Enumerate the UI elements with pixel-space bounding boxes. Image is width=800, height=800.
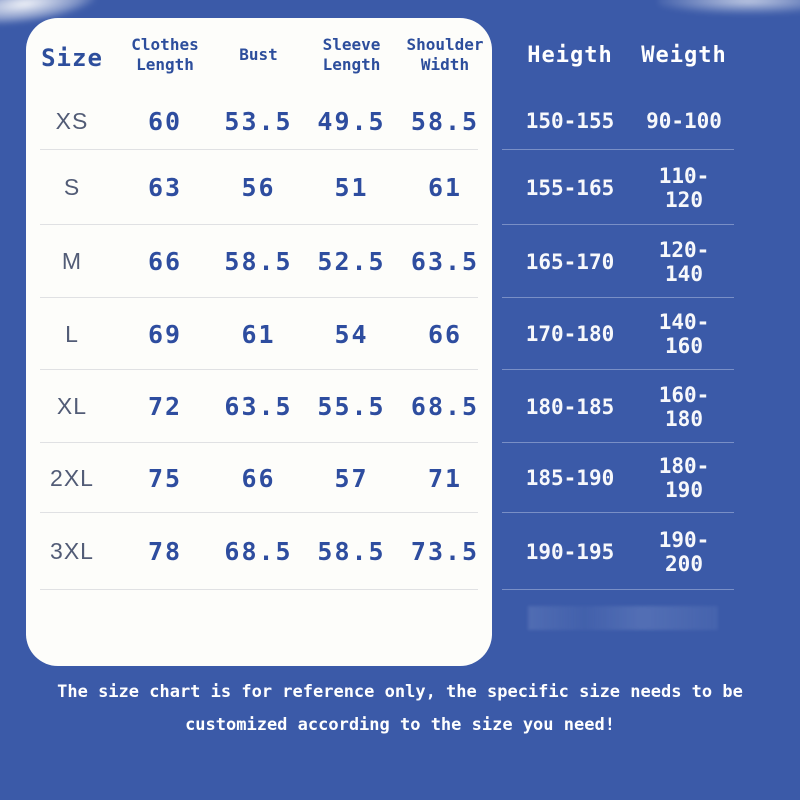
watermark-smudge — [528, 606, 718, 630]
column-header-line: Bust — [239, 45, 278, 64]
metrics-header-row — [500, 18, 728, 92]
column-header-bust — [212, 45, 305, 65]
clothes-length-value: 78 — [147, 537, 183, 566]
shoulder-width-value: 61 — [427, 173, 463, 202]
metrics-row-3xl — [500, 513, 728, 590]
column-header-line: Sleeve — [322, 35, 381, 54]
garment-size-table — [26, 18, 492, 590]
shoulder-width-value: 73.5 — [410, 537, 480, 566]
size-label: 2XL — [50, 464, 94, 491]
size-label: XS — [55, 107, 89, 134]
sleeve-length-value: 58.5 — [317, 537, 386, 566]
height-range: 150-155 — [525, 109, 615, 133]
column-header-line: Length — [136, 55, 194, 74]
height-range: 180-185 — [525, 394, 615, 419]
weight-range: 180-190 — [658, 454, 710, 502]
size-label: L — [65, 320, 79, 347]
table-row-xl — [26, 370, 492, 443]
table-row-m — [26, 225, 492, 298]
shoulder-width-value: 58.5 — [410, 106, 480, 136]
weight-range: 90-100 — [646, 109, 722, 133]
metrics-row-l — [500, 298, 728, 370]
column-header-height: Heigth — [527, 42, 613, 68]
table-row-l — [26, 298, 492, 370]
weight-range: 140-160 — [658, 310, 710, 358]
bust-value: 53.5 — [224, 106, 293, 136]
clothes-length-value: 60 — [147, 106, 183, 136]
height-range: 185-190 — [525, 466, 615, 490]
disclaimer-line-2: customized according to the size you need! — [185, 715, 615, 735]
weight-range: 110-120 — [658, 163, 710, 212]
sleeve-length-value: 55.5 — [317, 392, 386, 421]
column-header-line: Clothes — [131, 35, 199, 54]
clothes-length-value: 63 — [147, 173, 183, 202]
disclaimer-line-1: The size chart is for reference only, the specific size needs to be — [57, 682, 743, 702]
column-header-shoulder-width — [398, 35, 492, 75]
column-header-line: Shoulder — [406, 35, 484, 54]
bust-value: 68.5 — [224, 537, 293, 566]
size-label: 3XL — [50, 538, 94, 564]
height-range: 155-165 — [525, 175, 615, 200]
column-header-line: Width — [420, 55, 470, 74]
metrics-row-xs — [500, 92, 728, 150]
shoulder-width-value: 63.5 — [410, 247, 480, 276]
corner-smudge-top-right — [658, 0, 800, 14]
column-header-line: Length — [322, 55, 381, 74]
shoulder-width-value: 71 — [427, 463, 463, 493]
height-range: 165-170 — [525, 249, 615, 274]
height-range: 170-180 — [525, 322, 615, 346]
bust-value: 56 — [241, 173, 276, 202]
column-header-weight: Weigth — [641, 42, 727, 68]
table-row-2xl — [26, 443, 492, 513]
body-metrics-table — [500, 18, 728, 590]
sleeve-length-value: 54 — [334, 319, 369, 349]
table-row-xs — [26, 92, 492, 150]
column-header-size: Size — [41, 44, 103, 72]
table-row-s — [26, 150, 492, 225]
sleeve-length-value: 51 — [334, 173, 369, 202]
metrics-row-s — [500, 150, 728, 225]
clothes-length-value: 75 — [147, 463, 183, 493]
weight-range: 120-140 — [658, 237, 710, 286]
column-header-clothes-length — [118, 35, 212, 75]
height-range: 190-195 — [525, 539, 615, 564]
weight-range: 160-180 — [658, 382, 710, 431]
bust-value: 61 — [241, 319, 276, 349]
bust-value: 66 — [241, 463, 276, 493]
metrics-row-m — [500, 225, 728, 298]
sleeve-length-value: 49.5 — [317, 106, 386, 136]
clothes-length-value: 69 — [147, 319, 183, 349]
table-header-row — [26, 18, 492, 92]
bust-value: 63.5 — [224, 392, 293, 421]
sleeve-length-value: 57 — [334, 463, 369, 493]
clothes-length-value: 66 — [147, 247, 183, 276]
shoulder-width-value: 68.5 — [410, 392, 480, 421]
size-label: S — [63, 174, 81, 200]
column-header-sleeve-length — [305, 35, 398, 75]
size-label: XL — [56, 393, 88, 419]
disclaimer-text — [0, 676, 800, 742]
weight-range: 190-200 — [658, 527, 710, 576]
size-label: M — [61, 248, 83, 274]
table-row-3xl — [26, 513, 492, 590]
sleeve-length-value: 52.5 — [317, 247, 386, 276]
bust-value: 58.5 — [224, 247, 293, 276]
clothes-length-value: 72 — [147, 392, 183, 421]
metrics-row-2xl — [500, 443, 728, 513]
metrics-row-xl — [500, 370, 728, 443]
shoulder-width-value: 66 — [427, 319, 463, 349]
